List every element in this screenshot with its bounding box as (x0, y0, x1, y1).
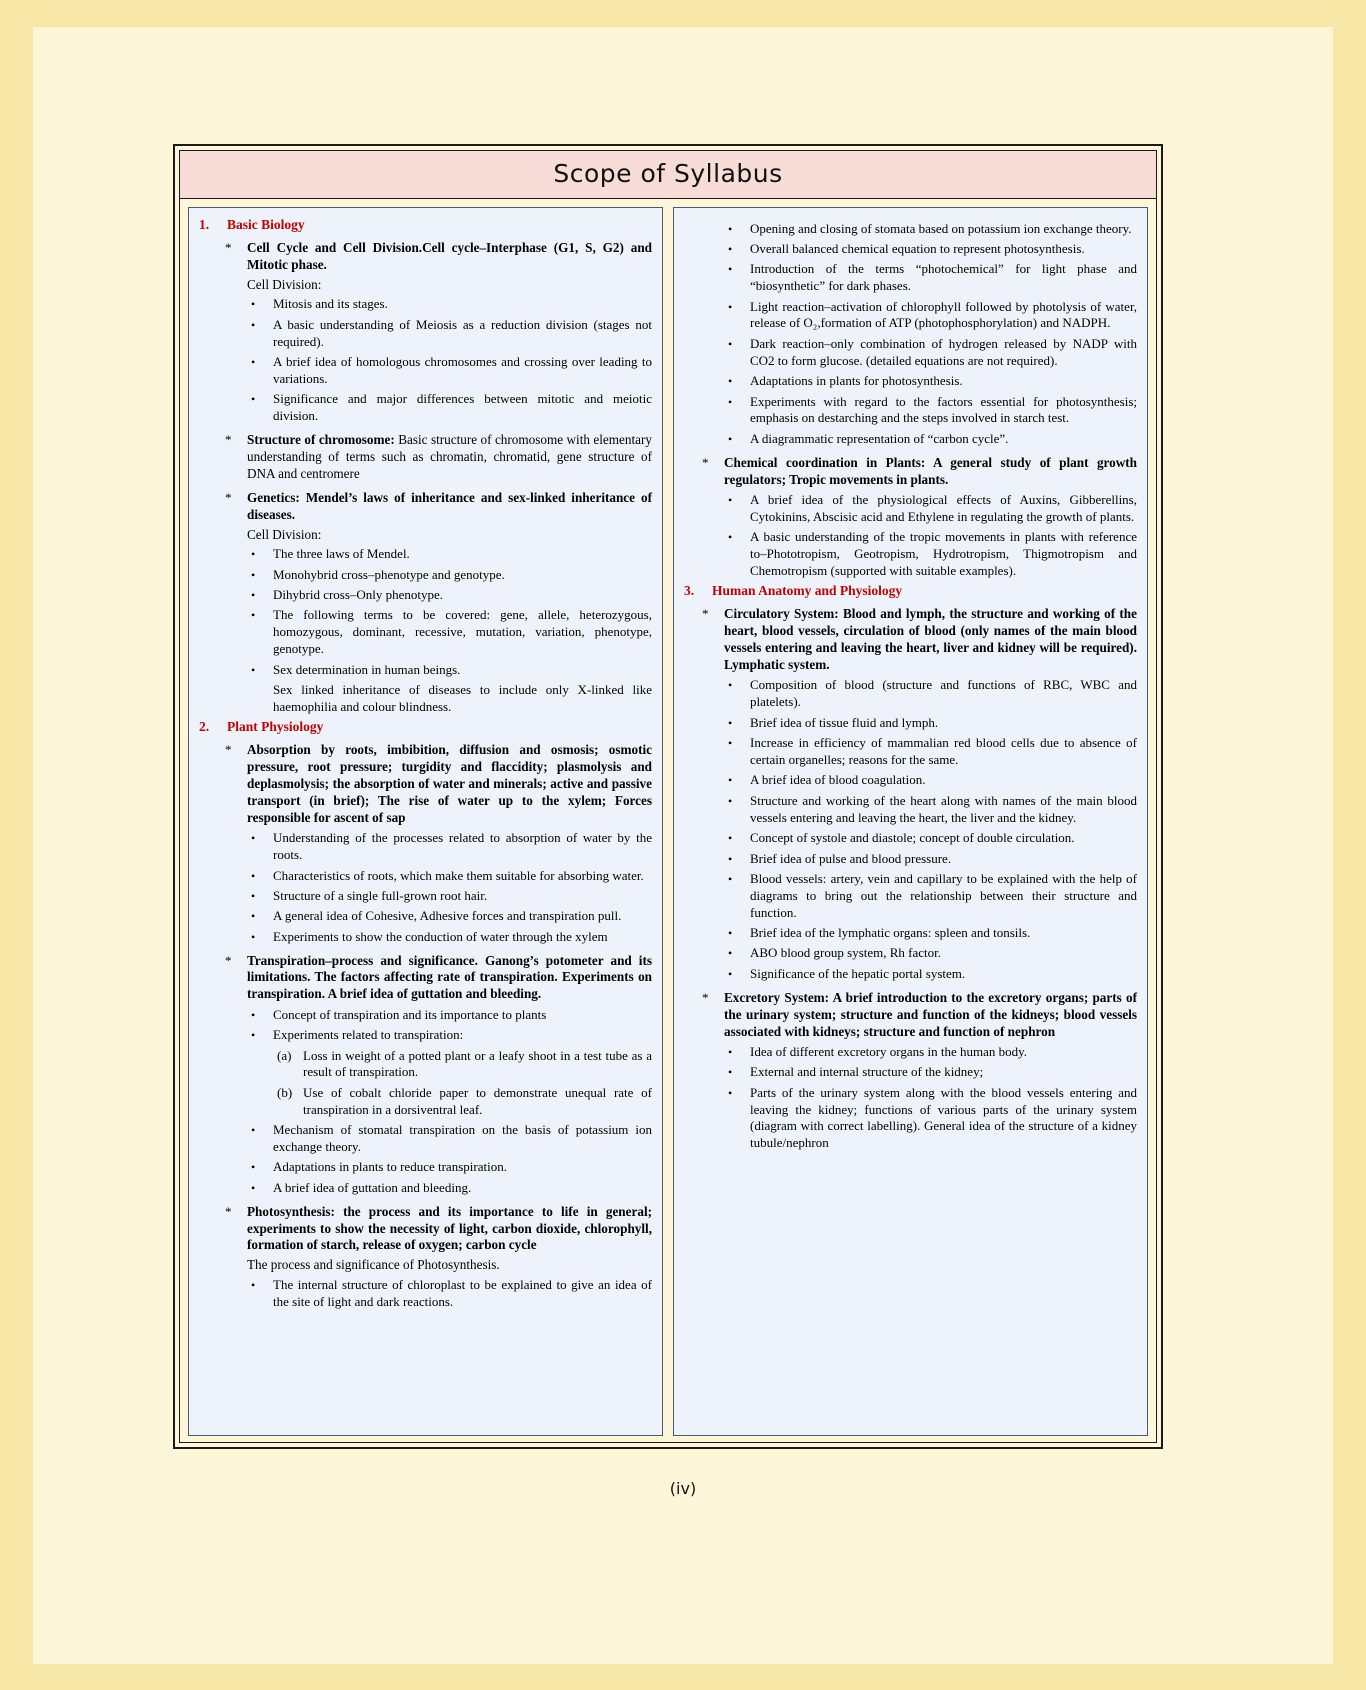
list-item-text: A brief idea of homologous chromosomes and crossing over leading to variations. (273, 354, 652, 386)
list-item (199, 1122, 652, 1156)
section-heading-plant-physiology (199, 719, 652, 735)
topic-heading: Genetics: Mendel’s laws of inheritance and sex-linked inheritance of diseases. (247, 489, 652, 522)
list-item (199, 296, 652, 313)
list-item (199, 317, 652, 351)
list-item (199, 587, 652, 604)
bullet-dot-icon: • (251, 547, 256, 562)
section-heading-basic-biology (199, 217, 652, 233)
bullet-dot-icon: • (728, 678, 733, 693)
topic-heading: Cell Cycle and Cell Division.Cell cycle–Interphase (G1, S, G2) and Mitotic phase. (247, 240, 652, 272)
list-item (684, 529, 1137, 580)
list-item-text: ABO blood group system, Rh factor. (750, 945, 942, 961)
list-item (199, 607, 652, 658)
list-item-text: Composition of blood (structure and functions of RBC, WBC and platelets). (750, 677, 1137, 710)
list-item-text: A basic understanding of the tropic movements in plants with reference to–Phototropism, Geotropism, Hydrotropism, Thigmotropism and Chemotropism (supported with suitable examples). (750, 529, 1137, 579)
sub-list-item (199, 1085, 652, 1119)
list-item (684, 221, 1137, 238)
list-item-text: The internal structure of chloroplast to be explained to give an idea of the site of light and dark reactions. (273, 1277, 652, 1309)
list-item-text: Structure of a single full-grown root hair. (273, 887, 488, 903)
page-number: (iv) (669, 1479, 697, 1498)
sub-list-text: Loss in weight of a potted plant or a leafy shoot in a test tube as a result of transpiration. (303, 1047, 652, 1080)
topic-subline: Cell Division: (247, 526, 322, 542)
bullet-dot-icon: • (251, 392, 256, 407)
list-item-text: Mitosis and its stages. (273, 296, 388, 312)
list-item (684, 431, 1137, 448)
list-item-text: Opening and closing of stomata based on potassium ion exchange theory. (750, 220, 1132, 236)
list-item-text: Overall balanced chemical equation to represent photosynthesis. (750, 240, 1085, 256)
bullet-dot-icon: • (728, 736, 733, 751)
list-item (684, 492, 1137, 526)
bullet-dot-icon: • (251, 868, 256, 883)
list-item (199, 830, 652, 864)
list-item-text: Significance and major differences between mitotic and meiotic division. (273, 391, 652, 424)
list-item (684, 925, 1137, 942)
bullet-dot-icon: • (251, 1180, 256, 1195)
bullet-dot-icon: • (251, 662, 256, 677)
bullet-dot-icon: • (728, 715, 733, 730)
topic-genetics (199, 490, 652, 524)
bullet-list (684, 1044, 1137, 1152)
topic-chemical-coordination (684, 455, 1137, 489)
bullet-list (199, 546, 652, 716)
bullet-dot-icon: • (728, 831, 733, 846)
bullet-dot-icon: • (251, 888, 256, 903)
topic-excretory-system (684, 990, 1137, 1041)
list-item-text: Light reaction–activation of chlorophyll followed by photolysis of water, release of O₂,formation of ATP (photophosphorylation) and NADPH. (750, 298, 1137, 331)
topic-structure-of-chromosome (199, 432, 652, 483)
list-item (684, 945, 1137, 962)
list-item (199, 1027, 652, 1044)
list-item (684, 1064, 1137, 1081)
section-title: Basic Biology (227, 217, 305, 232)
list-item-text: Experiments to show the conduction of water through the xylem (273, 928, 608, 944)
star-marker: * (702, 989, 709, 1005)
list-item-text: Brief idea of the lymphatic organs: spleen and tonsils. (750, 925, 1031, 941)
list-item (199, 929, 652, 946)
bullet-dot-icon: • (728, 1044, 733, 1059)
section-number: 1. (199, 217, 210, 232)
sub-list-text: Use of cobalt chloride paper to demonstrate unequal rate of transpiration in a dorsiventral leaf. (303, 1084, 652, 1117)
bullet-list (684, 677, 1137, 982)
list-item (684, 1044, 1137, 1061)
list-item (684, 241, 1137, 258)
list-item-text: Experiments with regard to the factors essential for photosynthesis; emphasis on destarching and the steps involved in starch test. (750, 393, 1137, 426)
bullet-dot-icon: • (251, 588, 256, 603)
sub-list-label: (b) (277, 1084, 293, 1100)
bullet-dot-icon: • (728, 492, 733, 507)
list-item (684, 1085, 1137, 1153)
list-item (684, 830, 1137, 847)
bullet-dot-icon: • (251, 1160, 256, 1175)
bullet-dot-icon: • (251, 831, 256, 846)
bullet-dot-icon: • (728, 871, 733, 886)
list-item-text: A diagrammatic representation of “carbon cycle”. (750, 430, 1009, 446)
topic-heading: Chemical coordination in Plants: A general study of plant growth regulators; Tropic movements in plants. (724, 454, 1137, 487)
list-item-text: The following terms to be covered: gene, allele, heterozygous, homozygous, dominant, recessive, mutation, variation, phenotype, genotype. (273, 607, 652, 657)
topic-photosynthesis (199, 1204, 652, 1255)
list-item-text: Idea of different excretory organs in the human body. (750, 1043, 1027, 1059)
list-item-text: Experiments related to transpiration: (273, 1027, 464, 1043)
list-item-text: A general idea of Cohesive, Adhesive forces and transpiration pull. (273, 908, 622, 924)
bullet-dot-icon: • (728, 946, 733, 961)
list-item-text: Monohybrid cross–phenotype and genotype. (273, 566, 505, 582)
list-item (684, 299, 1137, 333)
topic-cell-cycle (199, 240, 652, 274)
topic-subline: Cell Division: (247, 276, 322, 292)
bullet-dot-icon: • (251, 909, 256, 924)
list-item (199, 908, 652, 925)
bullet-dot-icon: • (728, 966, 733, 981)
topic-subline: The process and significance of Photosynthesis. (247, 1257, 500, 1273)
topic-transpiration (199, 953, 652, 1004)
list-item-text: Sex linked inheritance of diseases to include only X-linked like haemophilia and colour blindness. (273, 682, 652, 714)
list-item (199, 1180, 652, 1197)
bullet-dot-icon: • (251, 1123, 256, 1138)
star-marker: * (702, 454, 709, 470)
photosynthesis-continued-list (684, 221, 1137, 448)
star-marker: * (225, 432, 232, 448)
list-item-text: Characteristics of roots, which make them suitable for absorbing water. (273, 867, 644, 883)
list-item (684, 871, 1137, 922)
bullet-dot-icon: • (728, 299, 733, 314)
bullet-dot-icon: • (251, 1007, 256, 1022)
list-item-text: A basic understanding of Meiosis as a reduction division (stages not required). (273, 316, 652, 349)
topic-heading: Photosynthesis: the process and its importance to life in general; experiments to show the necessity of light, carbon dioxide, chlorophyll, formation of starch, release of oxygen; carbon cycle (247, 1203, 652, 1253)
content-columns (180, 199, 1156, 1442)
list-item-text: Introduction of the terms “photochemical” for light phase and “biosynthetic” for dark phases. (750, 261, 1137, 294)
list-item-text: Concept of transpiration and its importance to plants (273, 1006, 547, 1022)
list-item-text: Sex determination in human beings. (273, 661, 461, 677)
list-item (684, 793, 1137, 827)
topic-heading: Transpiration–process and significance. Ganong’s potometer and its limitations. The factors affecting rate of transpiration. Experiments on transpiration. A brief idea of guttation and bleeding. (247, 952, 652, 1002)
list-item-text: Blood vessels: artery, vein and capillary to be explained with the help of diagrams to bring out the relationship between their structure and function. (750, 870, 1137, 920)
list-item-text: Adaptations in plants for photosynthesis. (750, 373, 963, 389)
bullet-dot-icon: • (728, 394, 733, 409)
list-item-text: Mechanism of stomatal transpiration on the basis of potassium ion exchange theory. (273, 1122, 652, 1154)
list-item-text: Parts of the urinary system along with the blood vessels entering and leaving the kidney; functions of various parts of the urinary system (diagram with correct labelling). General idea of the structure of a kidney tubule/nephron (750, 1084, 1137, 1151)
bullet-dot-icon: • (728, 241, 733, 256)
bullet-dot-icon: • (728, 851, 733, 866)
bullet-dot-icon: • (728, 1065, 733, 1080)
list-item (684, 336, 1137, 370)
section-heading-human-anatomy (684, 583, 1137, 599)
bullet-list (199, 296, 652, 425)
list-item-text: Structure and working of the heart along with names of the main blood vessels entering and leaving the heart, the liver and the kidney. (750, 792, 1137, 825)
star-marker: * (225, 952, 232, 968)
topic-heading: Absorption by roots, imbibition, diffusion and osmosis; osmotic pressure, root pressure; turgidity and flaccidity; plasmolysis and deplasmolysis; the absorption of water and minerals; active and passive transport (in brief); The rise of water up to the xylem; Forces responsible for ascent of sap (247, 742, 652, 825)
right-column (673, 207, 1148, 1436)
list-item (199, 391, 652, 425)
sub-list-item (199, 1048, 652, 1082)
section-number: 2. (199, 719, 210, 735)
list-item-text: A brief idea of guttation and bleeding. (273, 1179, 472, 1195)
section-number: 3. (684, 583, 695, 599)
list-item-text: Understanding of the processes related to absorption of water by the roots. (273, 830, 652, 863)
bullet-dot-icon: • (728, 773, 733, 788)
page-title-bar (180, 151, 1156, 199)
bullet-dot-icon: • (251, 929, 256, 944)
bullet-dot-icon: • (728, 374, 733, 389)
bullet-dot-icon: • (251, 567, 256, 582)
bullet-dot-icon: • (251, 1278, 256, 1292)
list-item (684, 677, 1137, 711)
left-column (188, 207, 663, 1436)
list-item (684, 851, 1137, 868)
topic-heading: Excretory System: A brief introduction to the excretory organs; parts of the urinary system; structure and function of the kidneys; blood vessels associated with kidneys; structure and function of nephron (724, 989, 1137, 1039)
bullet-dot-icon: • (251, 608, 256, 623)
bullet-dot-icon: • (728, 530, 733, 545)
list-item-text: Dark reaction–only combination of hydrogen released by NADP with CO2 to form glucose. (detailed equations are not required). (750, 335, 1137, 368)
list-item-text: Increase in efficiency of mammalian red blood cells due to absence of certain organelles; reasons for the same. (750, 735, 1137, 768)
bullet-list (199, 1007, 652, 1197)
bullet-list (199, 1277, 652, 1311)
bullet-dot-icon: • (728, 793, 733, 808)
list-item (684, 966, 1137, 983)
bullet-dot-icon: • (728, 926, 733, 941)
star-marker: * (225, 742, 232, 758)
list-item-text: Adaptations in plants to reduce transpiration. (273, 1159, 507, 1175)
list-item (199, 1277, 652, 1311)
syllabus-inner-frame (179, 150, 1157, 1443)
list-item (199, 868, 652, 885)
list-item (199, 662, 652, 679)
bullet-dot-icon: • (251, 355, 256, 370)
bullet-dot-icon: • (728, 336, 733, 351)
star-marker: * (225, 240, 232, 255)
section-title: Human Anatomy and Physiology (712, 583, 903, 599)
topic-circulatory-system (684, 606, 1137, 674)
section-title: Plant Physiology (227, 719, 324, 735)
list-item (199, 682, 652, 716)
topic-heading-bold: Structure of chromosome: (247, 432, 395, 448)
list-item (199, 567, 652, 584)
bullet-dot-icon: • (728, 1085, 733, 1100)
star-marker: * (702, 606, 709, 622)
bullet-list (199, 830, 652, 945)
list-item (199, 546, 652, 563)
topic-heading (247, 432, 652, 483)
list-item (684, 735, 1137, 769)
list-item (684, 373, 1137, 390)
list-item-text: Dihybrid cross–Only phenotype. (273, 587, 444, 603)
page-title: Scope of Syllabus (553, 159, 783, 188)
list-item (199, 1159, 652, 1176)
star-marker: * (225, 489, 232, 505)
list-item (684, 715, 1137, 732)
bullet-dot-icon: • (251, 317, 256, 332)
bullet-dot-icon: • (728, 431, 733, 446)
list-item-text: Concept of systole and diastole; concept of double circulation. (750, 830, 1075, 846)
list-item-text: Significance of the hepatic portal system. (750, 965, 966, 981)
bullet-list (684, 492, 1137, 580)
list-item-text: A brief idea of the physiological effects of Auxins, Gibberellins, Cytokinins, Abscisic acid and Ethylene in regulating the growth of plants. (750, 491, 1137, 524)
topic-heading-rest: Basic structure of chromosome with elementary understanding of terms such as chromatin, chromatid, gene structure of DNA and centromere (247, 432, 652, 481)
bullet-dot-icon: • (728, 262, 733, 277)
bullet-dot-icon: • (728, 221, 733, 236)
bullet-dot-icon: • (251, 1028, 256, 1043)
bullet-dot-icon: • (251, 297, 256, 312)
list-item-text: A brief idea of blood coagulation. (750, 772, 926, 788)
sub-list-label: (a) (277, 1047, 292, 1063)
list-item-text: External and internal structure of the kidney; (750, 1064, 984, 1080)
list-item (199, 1007, 652, 1024)
list-item (684, 772, 1137, 789)
star-marker: * (225, 1203, 232, 1219)
list-item (684, 261, 1137, 295)
syllabus-frame (173, 144, 1163, 1449)
topic-absorption-by-roots (199, 742, 652, 826)
page-sheet (33, 27, 1333, 1664)
list-item (199, 354, 652, 388)
bullet-dot-icon (251, 682, 273, 699)
topic-heading: Circulatory System: Blood and lymph, the structure and working of the heart, blood vessels, circulation of blood (only names of the main blood vessels entering and leaving the heart, liver and kidney will be required). Lymphatic system. (724, 606, 1137, 673)
list-item-text: The three laws of Mendel. (273, 546, 410, 562)
list-item (199, 888, 652, 905)
list-item-text: Brief idea of pulse and blood pressure. (750, 850, 952, 866)
list-item-text: Brief idea of tissue fluid and lymph. (750, 714, 939, 730)
list-item (684, 394, 1137, 428)
